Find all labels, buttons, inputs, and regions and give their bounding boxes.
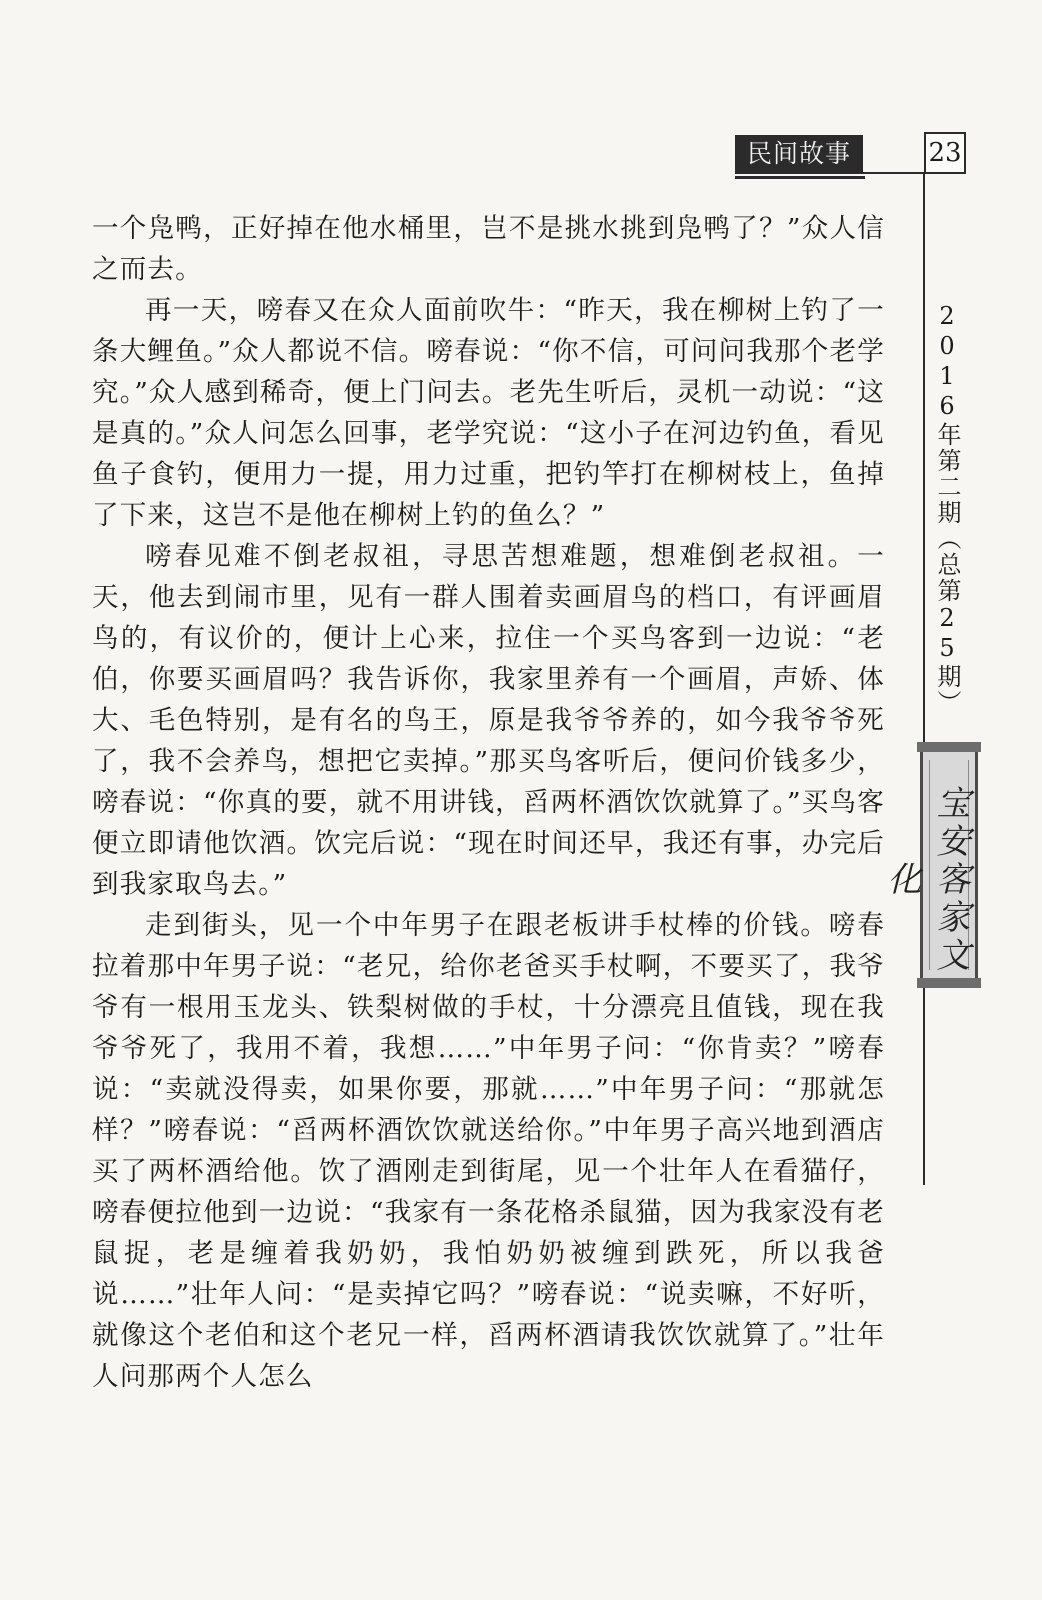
paragraph: 嗙春见难不倒老叔祖，寻思苦想难题，想难倒老叔祖。一天，他去到闹市里，见有一群人围着卖画眉鸟的档口，有评画眉鸟的，有议价的，便计上心来，拉住一个买鸟客到一边说：“老伯，你要买画眉吗？我告诉你，我家里养有一个画眉，声娇、体大、毛色特别，是有名的鸟王，原是我爷爷养的，如今我爷爷死了，我不会养鸟，想把它卖掉。”那买鸟客听后，便问价钱多少，嗙春说：“你真的要，就不用讲钱，舀两杯酒饮饮就算了。”买鸟客便立即请他饮酒。饮完后说：“现在时间还早，我还有事，办完后到我家取鸟去。”: [92, 541, 885, 900]
section-title: 民间故事: [735, 135, 863, 173]
side-rule-bottom: [923, 985, 925, 1185]
paragraph: 一个凫鸭，正好掉在他水桶里，岂不是挑水挑到凫鸭了？”众人信之而去。: [92, 213, 885, 285]
article-body: [92, 208, 885, 1397]
paragraph: 再一天，嗙春又在众人面前吹牛：“昨天，我在柳树上钓了一条大鲤鱼。”众人都说不信。嗙春说：“你不信，可问问我那个老学究。”众人感到稀奇，便上门问去。老先生听后，灵机一动说：“这是真的。”众人问怎么回事，老学究说：“这小子在河边钓鱼，看见鱼子食钓，便用力一提，用力过重，把钓竿打在柳树枝上，鱼掉了下来，这岂不是他在柳树上钓的鱼么？”: [92, 295, 885, 531]
calligraphy-seal-logo: [881, 745, 978, 985]
scroll-cap-bottom: [917, 978, 981, 988]
page-number: 23: [924, 132, 966, 174]
issue-label: 2016年第二期（总第25期）: [933, 302, 961, 716]
scroll-cap-top: [917, 742, 981, 752]
calligraphy-logo-text: 宝安客家文化: [881, 785, 970, 975]
paragraph: 走到街头，见一个中年男子在跟老板讲手杖棒的价钱。嗙春拉着那中年男子说：“老兄，给你老爸买手杖啊，不要买了，我爷爷有一根用玉龙头、铁梨树做的手杖，十分漂亮且值钱，现在我爷爷死了，我用不着，我想……”中年男子问：“你肯卖？”嗙春说：“卖就没得卖，如果你要，那就……”中年男子问：“那就怎样？”嗙春说：“舀两杯酒饮饮就送给你。”中年男子高兴地到酒店买了两杯酒给他。饮了酒刚走到街尾，见一个壮年人在看猫仔，嗙春便拉他到一边说：“我家有一条花格杀鼠猫，因为我家没有老鼠捉，老是缠着我奶奶，我怕奶奶被缠到跌死，所以我爸说……”壮年人问：“是卖掉它吗？”嗙春说：“说卖嘛，不好听，就像这个老伯和这个老兄一样，舀两杯酒请我饮饮就算了。”壮年人问那两个人怎么: [92, 910, 885, 1392]
